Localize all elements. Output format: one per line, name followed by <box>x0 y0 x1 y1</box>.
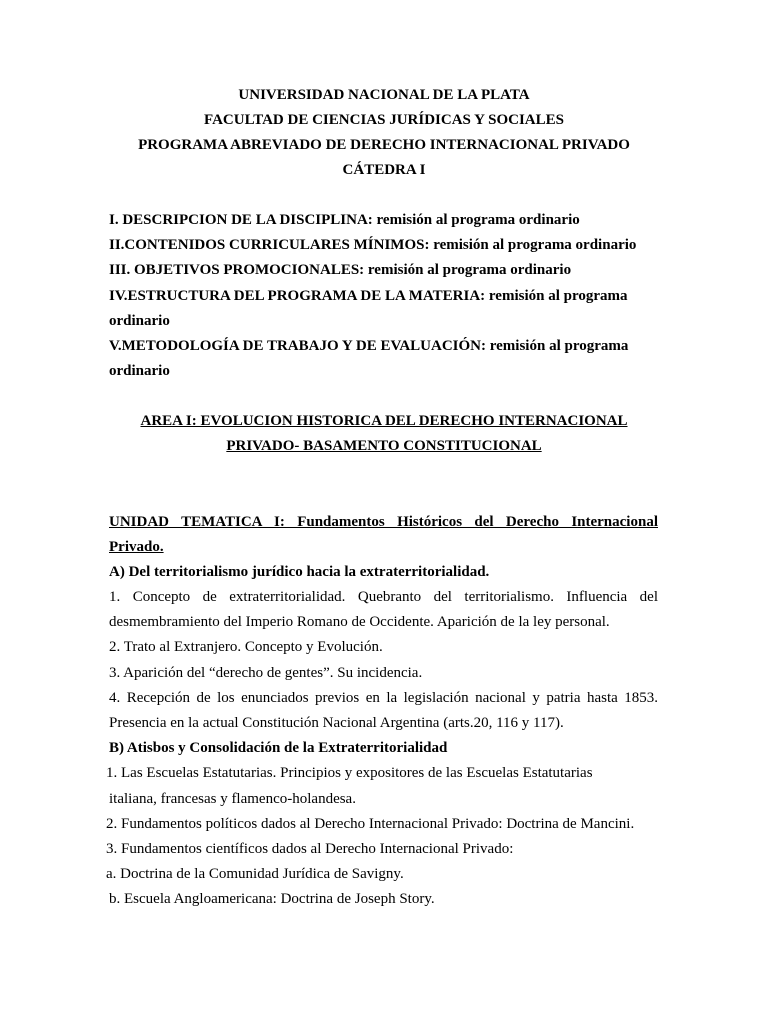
subsection-a-heading: A) Del territorialismo jurídico hacia la extraterritorialidad. <box>109 564 490 580</box>
item-a4-line2: Presencia en la actual Constitución Nacional Argentina (arts.20, 116 y 117). <box>109 715 564 731</box>
subsection-b-heading: B) Atisbos y Consolidación de la Extraterritorialidad <box>109 740 448 756</box>
item-a4-line1: 4. Recepción de los enunciados previos en la legislación nacional y patria hasta 1853. <box>109 690 658 706</box>
item-b3: 3. Fundamentos científicos dados al Derecho Internacional Privado: <box>106 841 514 857</box>
faculty-title: FACULTAD DE CIENCIAS JURÍDICAS Y SOCIALES <box>204 112 564 128</box>
section-contents: II.CONTENIDOS CURRICULARES MÍNIMOS: remisión al programa ordinario <box>109 237 637 253</box>
section-structure-line2: ordinario <box>109 313 170 329</box>
item-a3: 3. Aparición del “derecho de gentes”. Su incidencia. <box>109 665 423 681</box>
item-a1-line2: desmembramiento del Imperio Romano de Occidente. Aparición de la ley personal. <box>109 614 610 630</box>
section-methodology-line2: ordinario <box>109 363 170 379</box>
item-a2: 2. Trato al Extranjero. Concepto y Evolución. <box>109 639 383 655</box>
item-b3b: b. Escuela Angloamericana: Doctrina de Joseph Story. <box>109 891 435 907</box>
section-methodology-line1: V.METODOLOGÍA DE TRABAJO Y DE EVALUACIÓN: remisión al programa <box>109 338 629 354</box>
university-title: UNIVERSIDAD NACIONAL DE LA PLATA <box>238 87 530 103</box>
section-description: I. DESCRIPCION DE LA DISCIPLINA: remisión al programa ordinario <box>109 212 580 228</box>
area-heading-line2: PRIVADO- BASAMENTO CONSTITUCIONAL <box>226 438 542 454</box>
item-a1-line1: 1. Concepto de extraterritorialidad. Quebranto del territorialismo. Influencia del <box>109 589 658 605</box>
section-structure-line1: IV.ESTRUCTURA DEL PROGRAMA DE LA MATERIA: remisión al programa <box>109 288 628 304</box>
item-b3a: a. Doctrina de la Comunidad Jurídica de Savigny. <box>106 866 404 882</box>
chair-title: CÁTEDRA I <box>342 162 426 178</box>
unit-title-line1: UNIDAD TEMATICA I: Fundamentos Históricos del Derecho Internacional <box>109 514 658 530</box>
item-b2: 2. Fundamentos políticos dados al Derecho Internacional Privado: Doctrina de Mancini. <box>106 816 635 832</box>
area-heading-line1: AREA I: EVOLUCION HISTORICA DEL DERECHO INTERNACIONAL <box>140 413 628 429</box>
item-b1-line1: 1. Las Escuelas Estatutarias. Principios y expositores de las Escuelas Estatutarias <box>106 765 593 781</box>
item-b1-line2: italiana, francesas y flamenco-holandesa. <box>109 791 356 807</box>
unit-title-line2: Privado. <box>109 539 164 555</box>
program-title: PROGRAMA ABREVIADO DE DERECHO INTERNACIONAL PRIVADO <box>138 137 630 153</box>
section-objectives: III. OBJETIVOS PROMOCIONALES: remisión al programa ordinario <box>109 262 572 278</box>
